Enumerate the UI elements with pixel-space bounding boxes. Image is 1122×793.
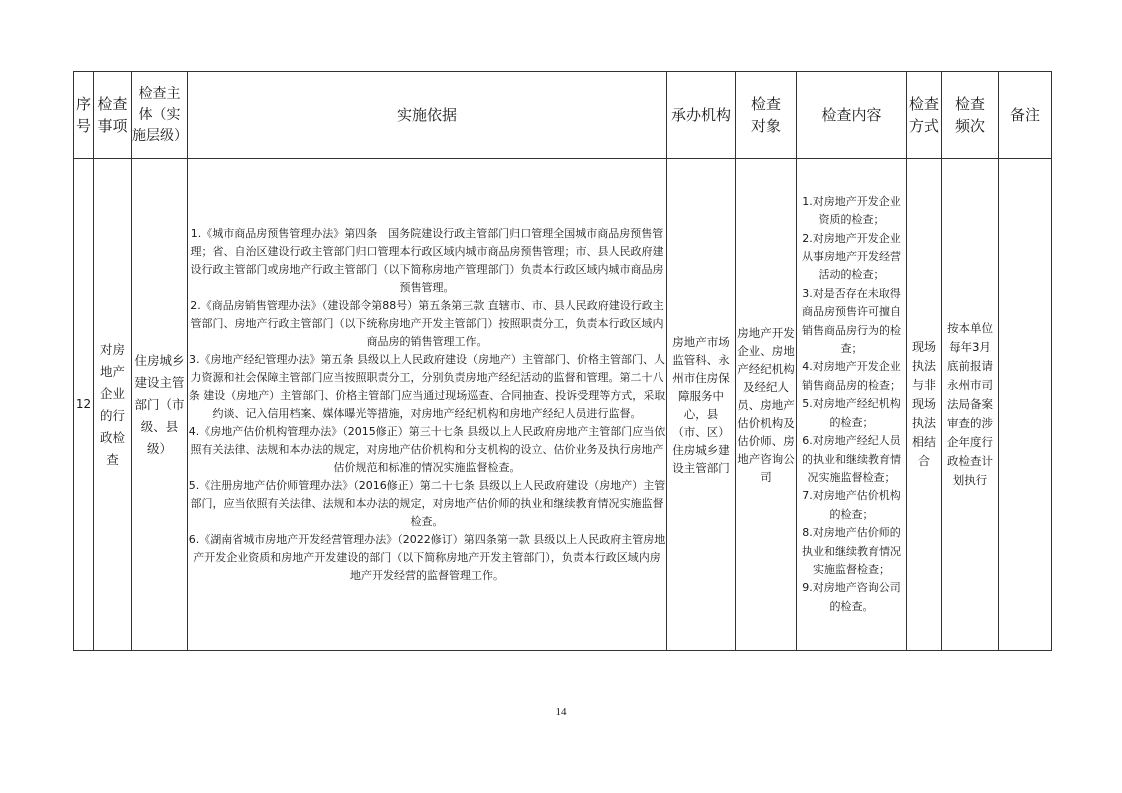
content-item: 7.对房地产估价机构的检查； (802, 489, 901, 521)
header-basis: 实施依据 (188, 72, 667, 159)
row-remarks (999, 159, 1052, 651)
basis-item: 6.《湖南省城市房地产开发经营管理办法》（2022修订）第四条第一款 县级以上人民政府主管房地产开发企业资质和房地产开发建设的部门（以下简称房地产开发主管部门），负责本行政区域内房地产开发经营的监督管理工作。 (188, 532, 666, 582)
header-content: 检查内容 (797, 72, 907, 159)
content-item: 8.对房地产估价师的执业和继续教育情况实施监督检查； (802, 526, 901, 576)
header-frequency: 检查频次 (942, 72, 999, 159)
header-agency: 承办机构 (667, 72, 736, 159)
content-item: 9.对房地产咨询公司的检查。 (802, 581, 901, 613)
row-frequency: 按本单位每年3月底前报请永州市司法局备案审查的涉企年度行政检查计划执行 (942, 159, 999, 651)
row-method: 现场执法与非现场执法相结合 (907, 159, 942, 651)
content-item: 5.对房地产经纪机构的检查； (802, 397, 901, 429)
row-agency: 房地产市场监管科、永州市住房保障服务中心，县（市、区）住房城乡建设主管部门 (667, 159, 736, 651)
header-method: 检查方式 (907, 72, 942, 159)
header-seq: 序号 (74, 72, 94, 159)
content-item: 4.对房地产开发企业销售商品房的检查； (802, 360, 901, 392)
row-content (797, 159, 907, 651)
row-basis (188, 159, 667, 651)
row-item: 对房地产企业的行政检查 (94, 159, 132, 651)
table-row (74, 159, 1052, 651)
basis-item: 3.《房地产经纪管理办法》第五条 县级以上人民政府建设（房地产）主管部门、价格主管部门、人力资源和社会保障主管部门应当按照职责分工，分别负责房地产经纪活动的监督和管理。第二十八条 建设（房地产）主管部门、价格主管部门应当通过现场巡查、合同抽查、投诉受理等方式，采取约谈、记入信用档案、媒体曝光等措施，对房地产经纪机构和房地产经纪人员进行监督。 (188, 352, 666, 420)
header-item: 检查事项 (94, 72, 132, 159)
inspection-table (73, 71, 1052, 651)
basis-item: 5.《注册房地产估价师管理办法》（2016修正）第二十七条 县级以上人民政府建设（房地产）主管部门，应当依照有关法律、法规和本办法的规定，对房地产估价师的执业和继续教育情况实施监督检查。 (188, 478, 666, 528)
row-subject: 住房城乡建设主管部门（市级、县级） (132, 159, 188, 651)
content-item: 2.对房地产开发企业从事房地产开发经营活动的检查； (802, 231, 901, 282)
basis-item: 2.《商品房销售管理办法》（建设部令第88号）第五条第三款 直辖市、市、县人民政府建设行政主管部门、房地产行政主管部门（以下统称房地产开发主管部门）按照职责分工，负责本行政区域内商品房的销售管理工作。 (190, 298, 664, 348)
row-object: 房地产开发企业、房地产经纪机构及经纪人员、房地产估价机构及估价师、房地产咨询公司 (736, 159, 797, 651)
content-item: 6.对房地产经纪人员的执业和继续教育情况实施监督检查； (802, 434, 901, 484)
page-number: 14 (555, 706, 567, 718)
header-row (74, 72, 1052, 159)
row-seq: 12 (74, 159, 94, 651)
content-item: 3.对是否存在未取得商品房预售许可擅自销售商品房行为的检查； (802, 286, 901, 356)
basis-item: 4.《房地产估价机构管理办法》（2015修正）第三十七条 县级以上人民政府房地产主管部门应当依照有关法律、法规和本办法的规定，对房地产估价机构和分支机构的设立、估价业务及执行房地产估价规范和标准的情况实施监督检查。 (188, 424, 666, 474)
basis-item: 1.《城市商品房预售管理办法》第四条 国务院建设行政主管部门归口管理全国城市商品房预售管理；省、自治区建设行政主管部门归口管理本行政区域内城市商品房预售管理；市、县人民政府建设行政主管部门或房地产行政主管部门（以下简称房地产管理部门）负责本行政区域内城市商品房预售管理。 (190, 226, 664, 294)
header-subject: 检查主体（实施层级） (132, 72, 188, 159)
content-item: 1.对房地产开发企业资质的检查； (802, 194, 901, 227)
header-remarks: 备注 (999, 72, 1052, 159)
header-object: 检查对象 (736, 72, 797, 159)
